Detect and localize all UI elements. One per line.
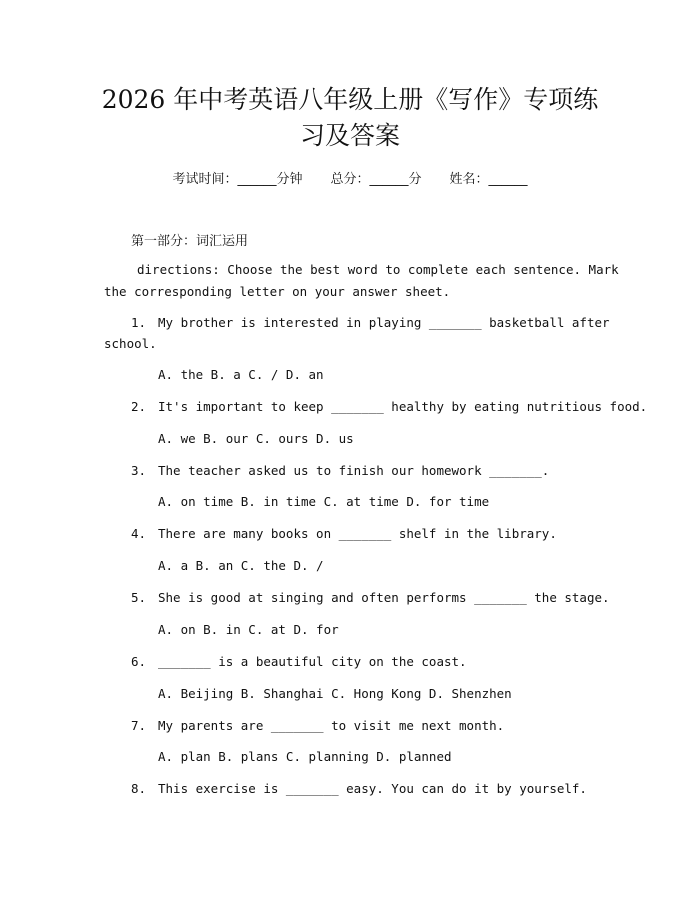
question-text: _______ is a beautiful city on the coast.: [158, 654, 467, 669]
question-options: A. a B. an C. the D. /: [158, 558, 324, 573]
question-options: A. the B. a C. / D. an: [158, 367, 324, 382]
question-text: This exercise is _______ easy. You can do it by yourself.: [158, 781, 587, 796]
exam-meta: [0, 168, 700, 187]
question-options: A. on B. in C. at D. for: [158, 622, 339, 637]
question-options: A. we B. our C. ours D. us: [158, 431, 354, 446]
question-number: 8.: [131, 781, 147, 796]
question-options: A. on time B. in time C. at time D. for time: [158, 494, 490, 509]
question-options: A. plan B. plans C. planning D. planned: [158, 749, 452, 764]
question-number: 1.: [131, 315, 147, 330]
question-text: The teacher asked us to finish our homework _______.: [158, 463, 550, 478]
document-title-line2: 习及答案: [299, 121, 400, 150]
directions-line2: the corresponding letter on your answer sheet.: [104, 284, 451, 299]
total-score-field: 总分：______分: [330, 172, 422, 187]
question-number: 3.: [131, 463, 147, 478]
question-text: My parents are _______ to visit me next month.: [158, 718, 505, 733]
question-options: A. Beijing B. Shanghai C. Hong Kong D. Shenzhen: [158, 686, 512, 701]
question-text: She is good at singing and often performs _______ the stage.: [158, 590, 610, 605]
section-title: 第一部分：词汇运用: [131, 234, 249, 249]
directions-line1: directions: Choose the best word to complete each sentence. Mark: [137, 262, 619, 277]
question-number: 6.: [131, 654, 147, 669]
document-title-line1: 2026 年中考英语八年级上册《写作》专项练: [101, 85, 599, 114]
name-field: 姓名：______: [449, 172, 528, 187]
question-number: 4.: [131, 526, 147, 541]
question-number: 2.: [131, 399, 147, 414]
question-number: 7.: [131, 718, 147, 733]
exam-time-field: 考试时间：______分钟: [172, 172, 303, 187]
question-text-continued: school.: [104, 336, 157, 351]
question-text: It's important to keep _______ healthy by eating nutritious food.: [158, 399, 648, 414]
question-number: 5.: [131, 590, 147, 605]
question-text: My brother is interested in playing _______ basketball after: [158, 315, 610, 330]
question-text: There are many books on _______ shelf in the library.: [158, 526, 557, 541]
